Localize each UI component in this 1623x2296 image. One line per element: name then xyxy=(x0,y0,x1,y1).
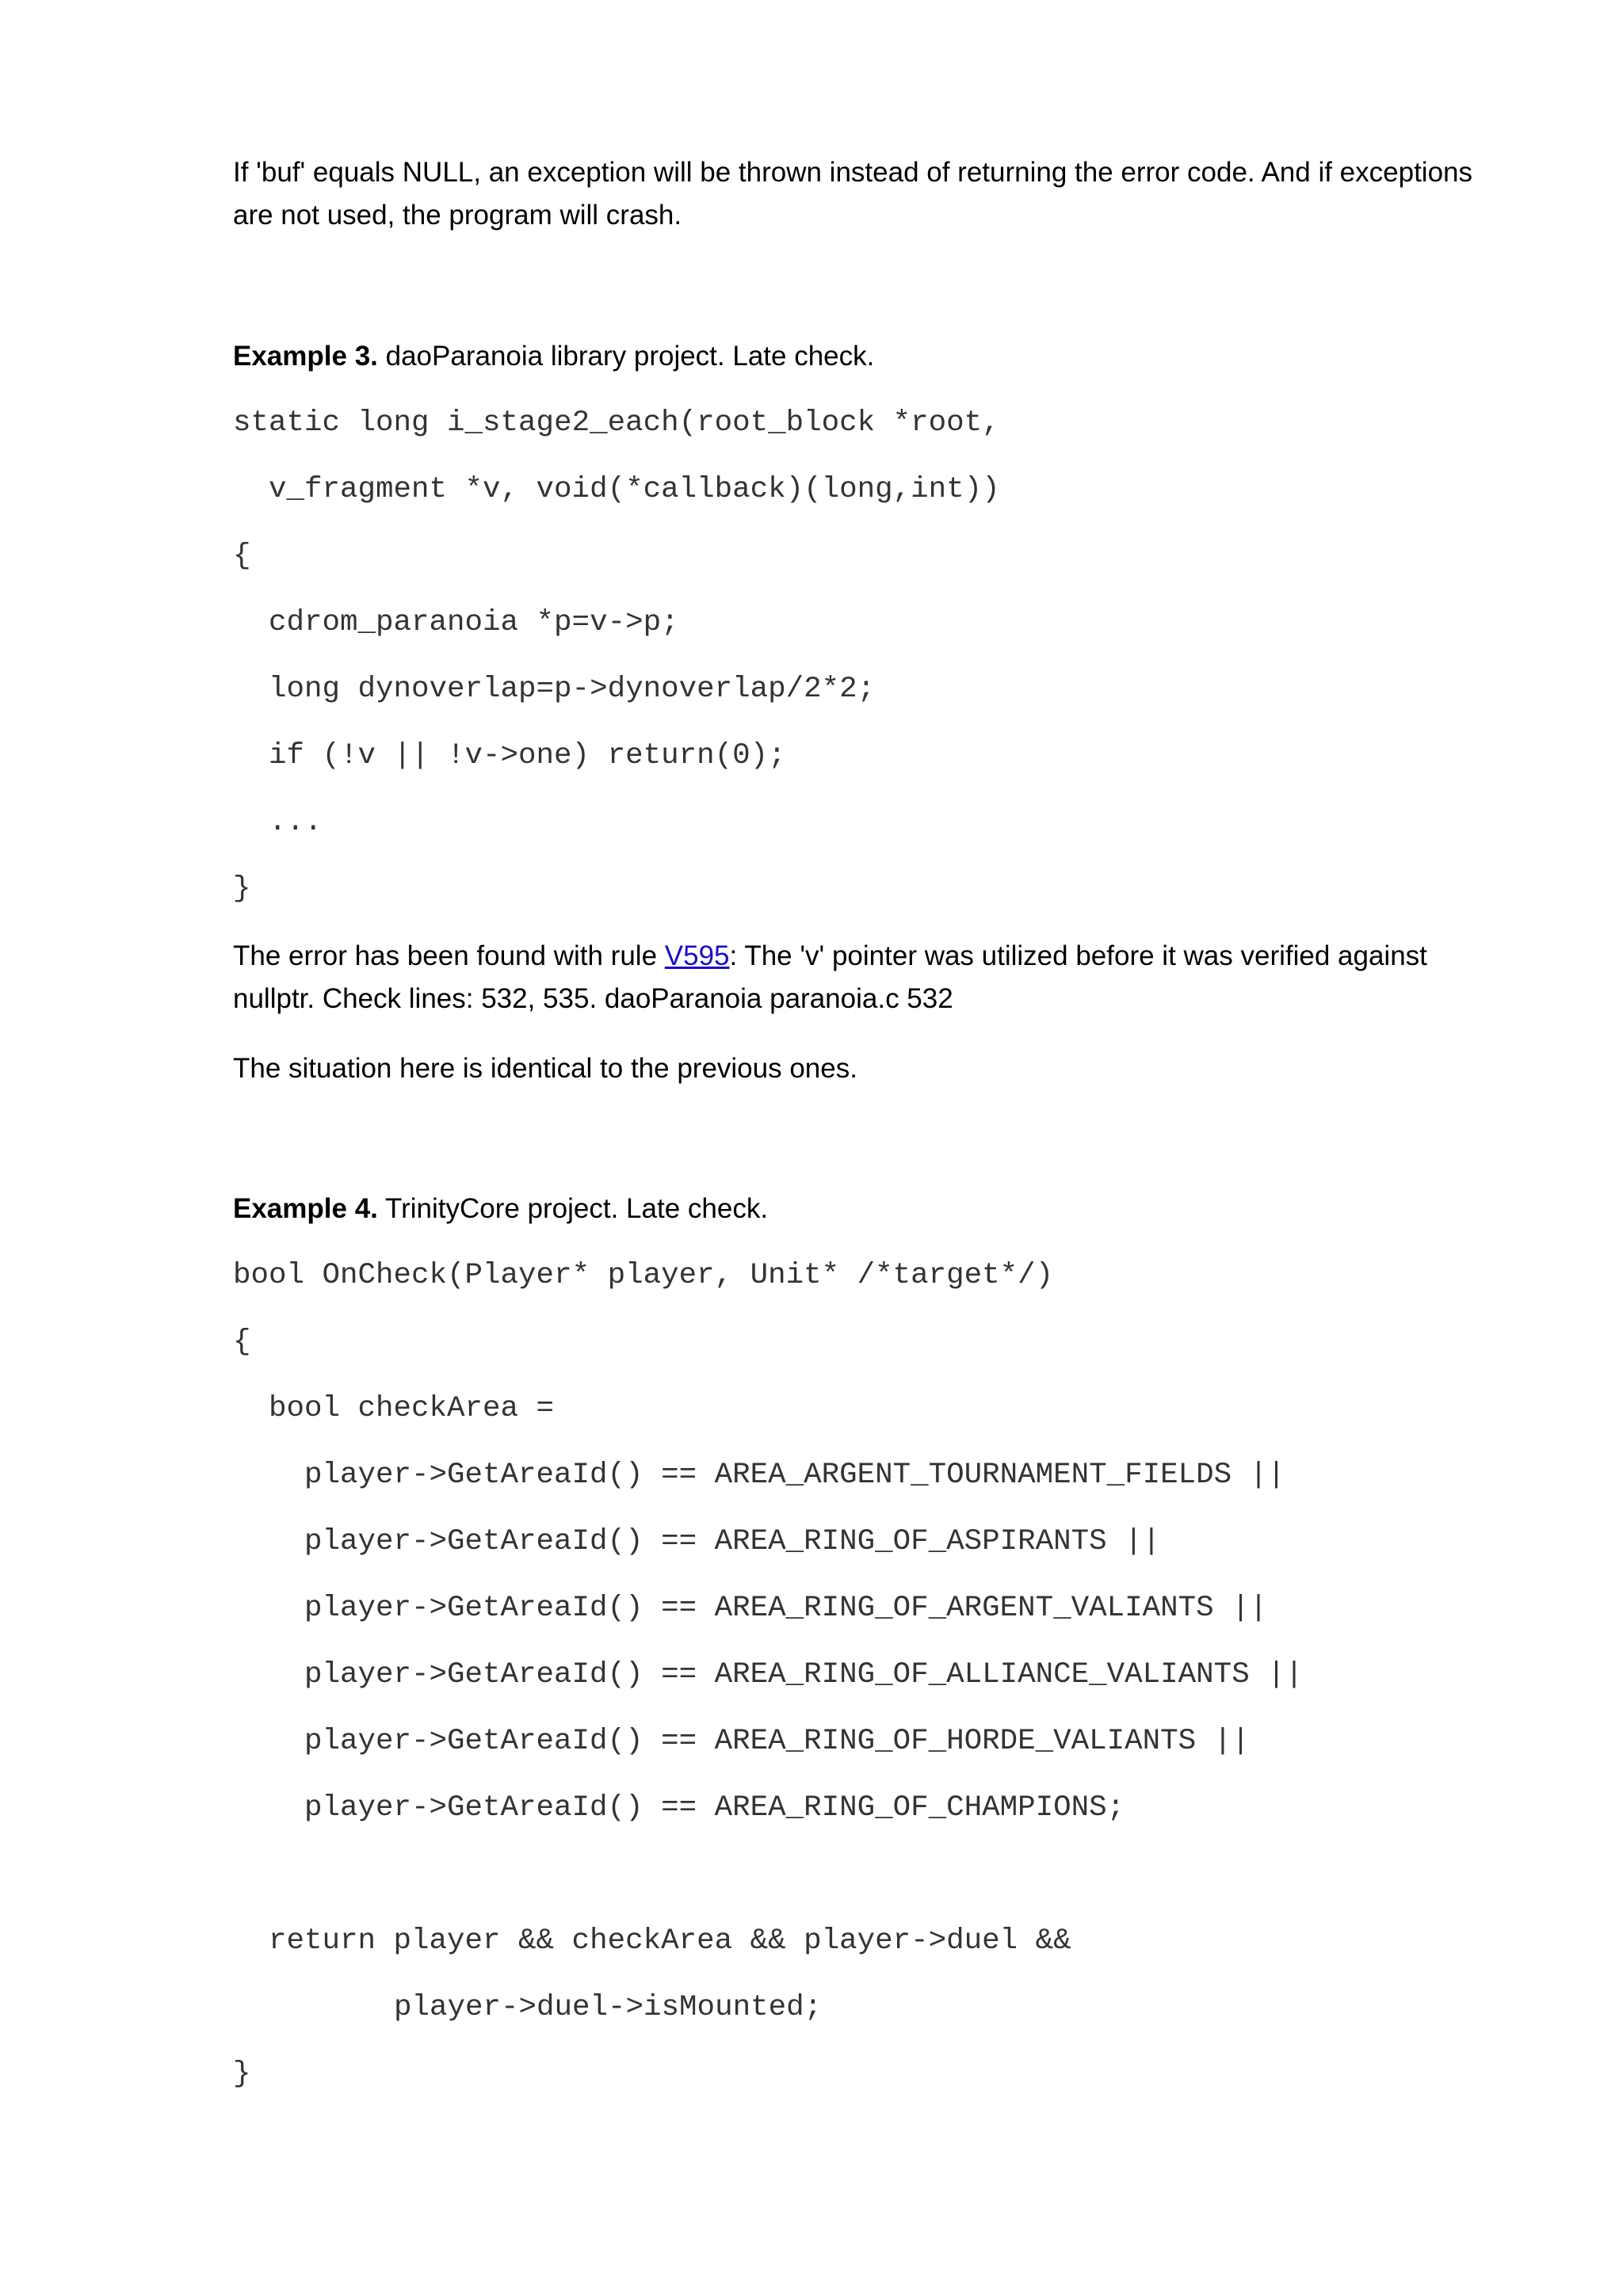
code-line: if (!v || !v->one) return(0); xyxy=(269,739,786,772)
code-line: v_fragment *v, void(*callback)(long,int)) xyxy=(269,473,1000,506)
example-4-heading xyxy=(233,1188,1501,1230)
example-3-finding-line-1 xyxy=(233,935,1501,978)
code-line: player->GetAreaId() == AREA_RING_OF_ALLIANCE_VALIANTS || xyxy=(304,1658,1304,1691)
example-4-label: Example 4. xyxy=(233,1193,378,1224)
code-line: player->GetAreaId() == AREA_RING_OF_CHAMPIONS; xyxy=(304,1791,1125,1825)
example-3-title: daoParanoia library project. Late check. xyxy=(377,341,875,372)
intro-line-1: If 'buf' equals NULL, an exception will be thrown instead of returning the error code. And if exceptions xyxy=(233,157,1472,188)
example-3-comment: The situation here is identical to the previous ones. xyxy=(233,1053,857,1084)
finding-suffix: : The 'v' pointer was utilized before it was verified against xyxy=(729,940,1427,971)
code-line: player->GetAreaId() == AREA_RING_OF_ASPIRANTS || xyxy=(304,1525,1161,1558)
code-line: { xyxy=(233,540,251,573)
code-line: player->GetAreaId() == AREA_RING_OF_ARGENT_VALIANTS || xyxy=(304,1592,1268,1625)
code-line: static long i_stage2_each(root_block *root, xyxy=(233,406,1000,440)
code-line: bool checkArea = xyxy=(269,1392,555,1425)
code-line: cdrom_paranoia *p=v->p; xyxy=(269,606,679,639)
code-line: } xyxy=(233,872,251,906)
finding-prefix: The error has been found with rule xyxy=(233,940,665,971)
example-3-label: Example 3. xyxy=(233,341,378,372)
code-line: ... xyxy=(269,806,323,839)
code-line: } xyxy=(233,2058,251,2091)
example-3-heading xyxy=(233,335,1501,378)
example-3-finding-line-2: nullptr. Check lines: 532, 535. daoParanoia paranoia.c 532 xyxy=(233,983,953,1014)
code-line: player->duel->isMounted; xyxy=(394,1991,823,2024)
code-line: player->GetAreaId() == AREA_ARGENT_TOURNAMENT_FIELDS || xyxy=(304,1459,1285,1492)
rule-v595-link[interactable]: V595 xyxy=(664,940,730,971)
code-line: long dynoverlap=p->dynoverlap/2*2; xyxy=(269,673,876,706)
code-line: player->GetAreaId() == AREA_RING_OF_HORDE_VALIANTS || xyxy=(304,1725,1250,1758)
intro-line-2: are not used, the program will crash. xyxy=(233,200,682,231)
code-line: { xyxy=(233,1325,251,1359)
example-4-title: TrinityCore project. Late check. xyxy=(377,1193,769,1224)
code-line: bool OnCheck(Player* player, Unit* /*target*/) xyxy=(233,1259,1054,1292)
code-line: return player && checkArea && player->duel && xyxy=(269,1924,1071,1958)
